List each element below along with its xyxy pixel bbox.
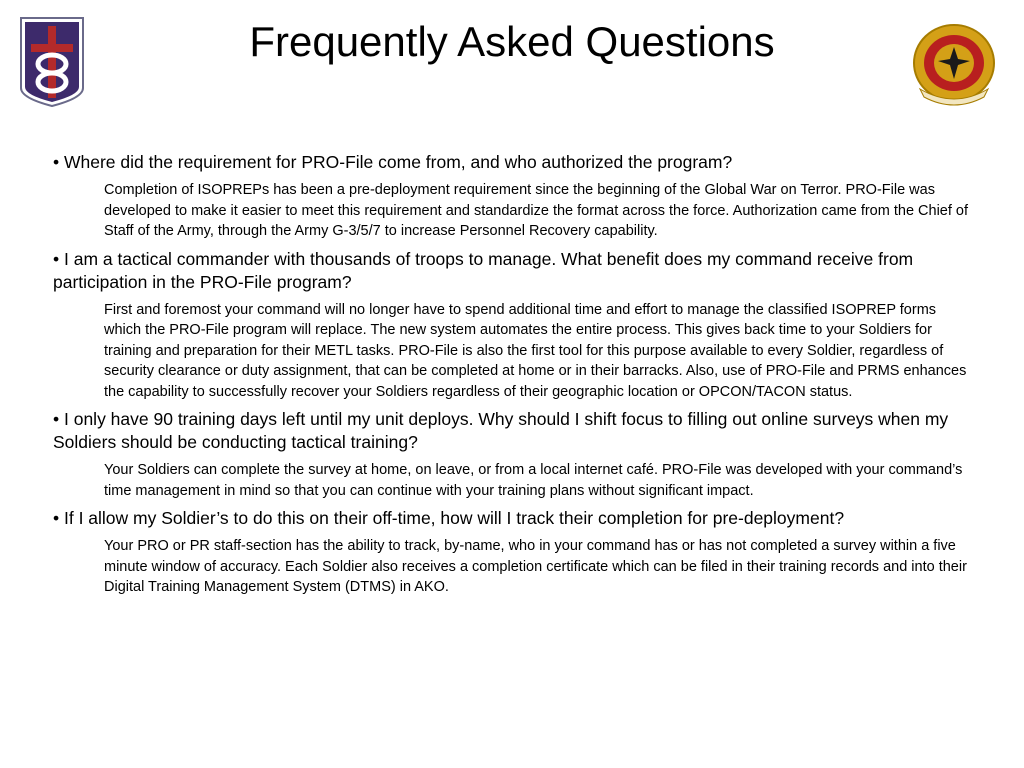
faq-list: [53, 151, 973, 604]
faq-answer: Your PRO or PR staff-section has the ability to track, by-name, who in your command has or has not completed a survey within a five minute window of accuracy. Each Soldier also receives a completion certificate which can be filed in their training records and into their Digital Training Management System (DTMS) in AKO.: [104, 538, 967, 595]
faq-answer: First and foremost your command will no longer have to spend additional time and effort to manage the classified ISOPREP forms which the PRO-File program will replace. The new system automates the entire process. This gives back time to your Soldiers for training and preparation for their METL tasks. PRO-File is also the first tool for this purpose available to every Soldier, regardless of security clearance or duty assignment, that can be completed at home or in their barracks. Also, use of PRO-File and PRMS enhances the capability to successfully recover your Soldiers regardless of their geographic location or OPCON/TACON status.: [104, 301, 967, 400]
faq-item: [53, 151, 973, 242]
faq-question: • If I allow my Soldier’s to do this on their off-time, how will I track their completion for pre-deployment?: [53, 508, 845, 528]
faq-item: [53, 507, 973, 598]
faq-question: • I only have 90 training days left until my unit deploys. Why should I shift focus to filling out online surveys when my Soldiers should be conducting tactical training?: [53, 409, 949, 452]
faq-item: [53, 408, 973, 501]
faq-answer: Your Soldiers can complete the survey at home, on leave, or from a local internet café. PRO-File was developed with your command’s time management in mind so that you can continue with your training plans without significant impact.: [104, 462, 963, 499]
page-title: Frequently Asked Questions: [249, 18, 775, 65]
faq-question: • I am a tactical commander with thousands of troops to manage. What benefit does my command receive from participation in the PRO-File program?: [53, 248, 914, 292]
unit-crest-logo: [910, 23, 998, 107]
faq-answer: Completion of ISOPREPs has been a pre-deployment requirement since the beginning of the Global War on Terror. PRO-File was developed to make it easier to meet this requirement and standardize the format across the force. Authorization came from the Chief of Staff of the Army, through the Army G-3/5/7 to increase Personnel Recovery capability.: [104, 182, 969, 239]
faq-item: [53, 248, 973, 403]
unit-crest-icon: [910, 23, 998, 107]
faq-question: • Where did the requirement for PRO-File come from, and who authorized the program?: [53, 152, 733, 172]
